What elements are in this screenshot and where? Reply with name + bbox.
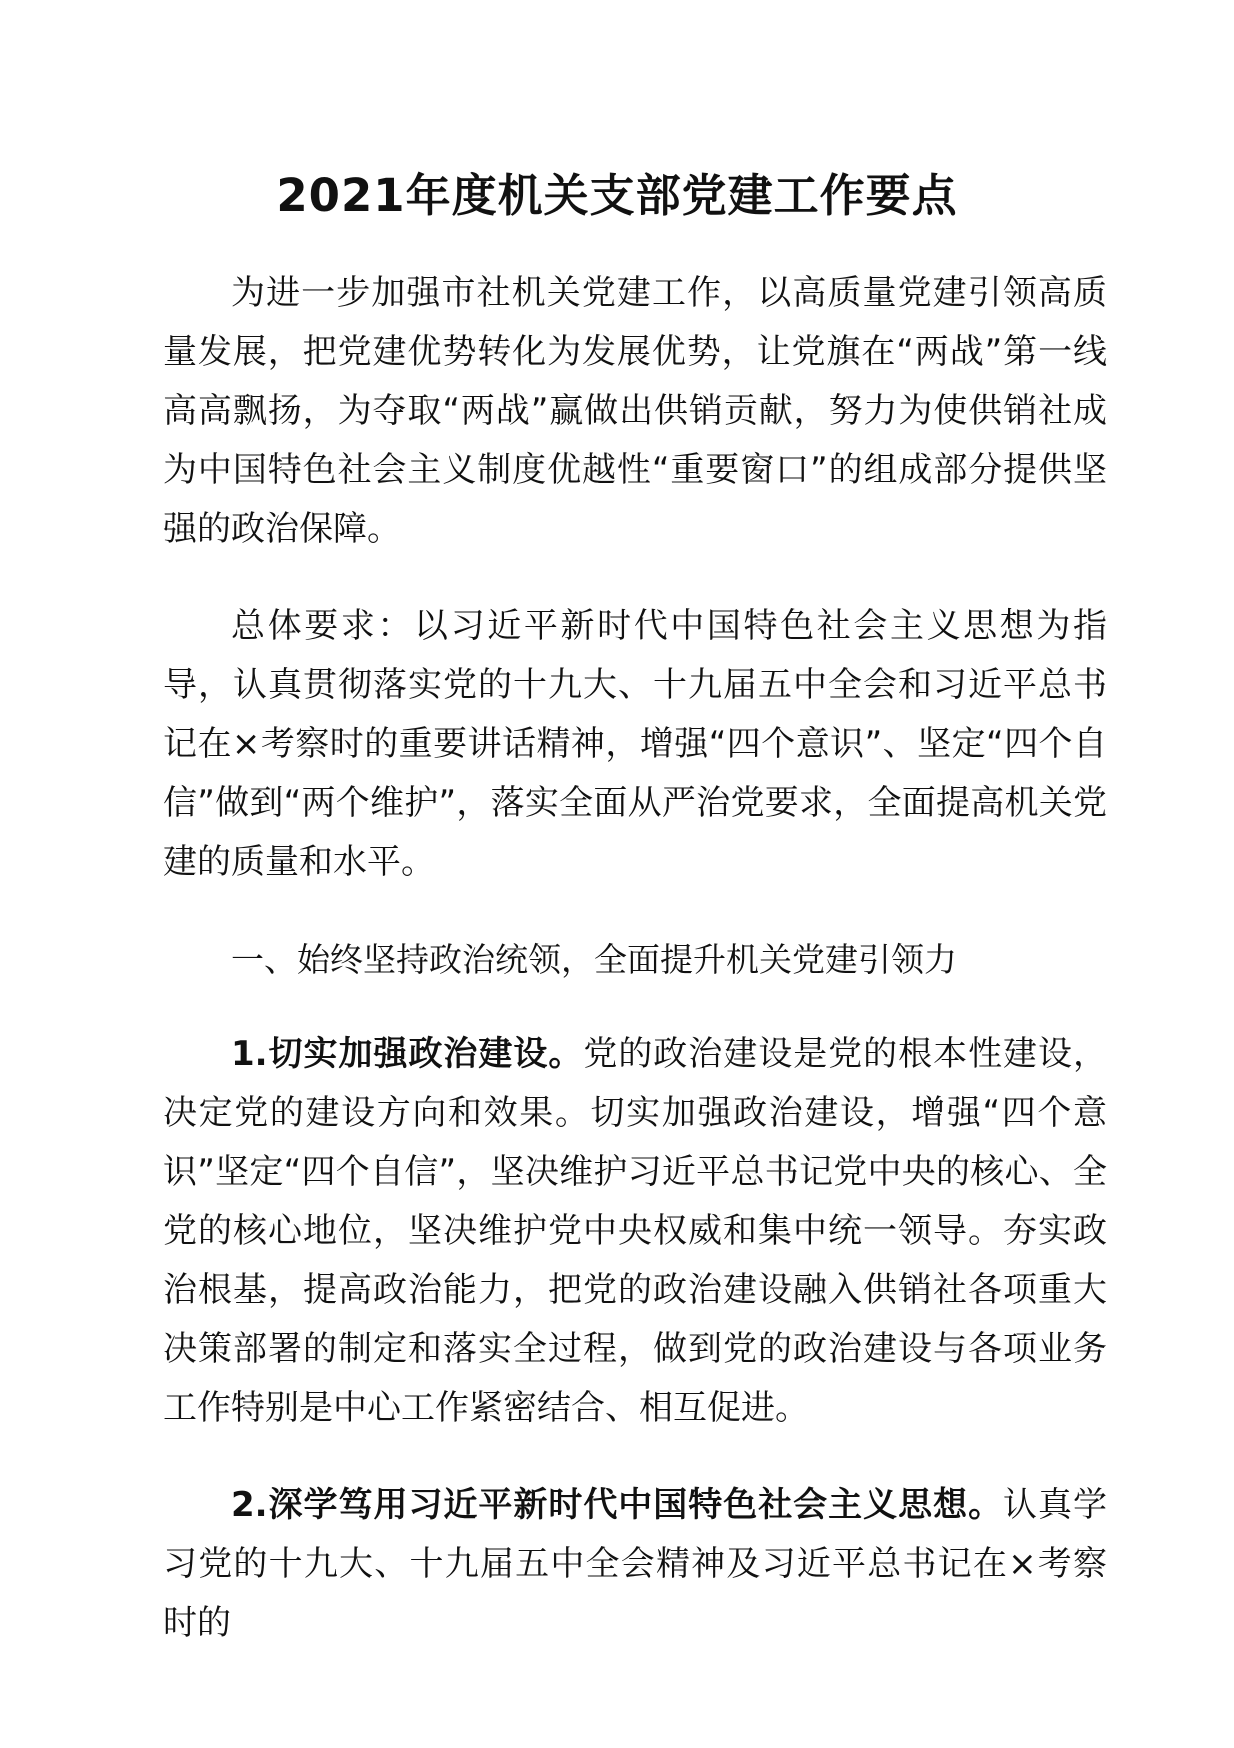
item-1-lead: 1.切实加强政治建设。 xyxy=(231,1034,584,1074)
item-1-text: 党的政治建设是党的根本性建设，决定党的建设方向和效果。切实加强政治建设，增强“四个意识”坚定“四个自信”，坚决维护习近平总书记党中央的核心、全党的核心地位，坚决维护党中央权威和集中统一领导。夯实政治根基，提高政治能力，把党的政治建设融入供销社各项重大决策部署的制定和落实全过程，做到党的政治建设与各项业务工作特别是中心工作紧密结合、相互促进。 xyxy=(163,1034,1108,1428)
section-1-heading: 一、始终坚持政治统领，全面提升机关党建引领力 xyxy=(231,940,957,979)
document-title: 2021年度机关支部党建工作要点 xyxy=(276,169,958,222)
item-2-paragraph xyxy=(163,1476,1107,1653)
item-2-lead: 2.深学笃用习近平新时代中国特色社会主义思想。 xyxy=(231,1485,1004,1525)
item-1-paragraph xyxy=(163,1025,1107,1438)
document-body xyxy=(163,264,1107,1691)
general-requirement-paragraph: 总体要求：以习近平新时代中国特色社会主义思想为指导，认真贯彻落实党的十九大、十九届五中全会和习近平总书记在×考察时的重要讲话精神，增强“四个意识”、坚定“四个自信”做到“两个维护”，落实全面从严治党要求，全面提高机关党建的质量和水平。 xyxy=(163,606,1107,882)
item-2-text: 认真学习党的十九大、十九届五中全会精神及习近平总书记在×考察时的 xyxy=(163,1485,1107,1643)
intro-paragraph: 为进一步加强市社机关党建工作，以高质量党建引领高质量发展，把党建优势转化为发展优势，让党旗在“两战”第一线高高飘扬，为夺取“两战”赢做出供销贡献，努力为使供销社成为中国特色社会主义制度优越性“重要窗口”的组成部分提供坚强的政治保障。 xyxy=(163,273,1107,549)
